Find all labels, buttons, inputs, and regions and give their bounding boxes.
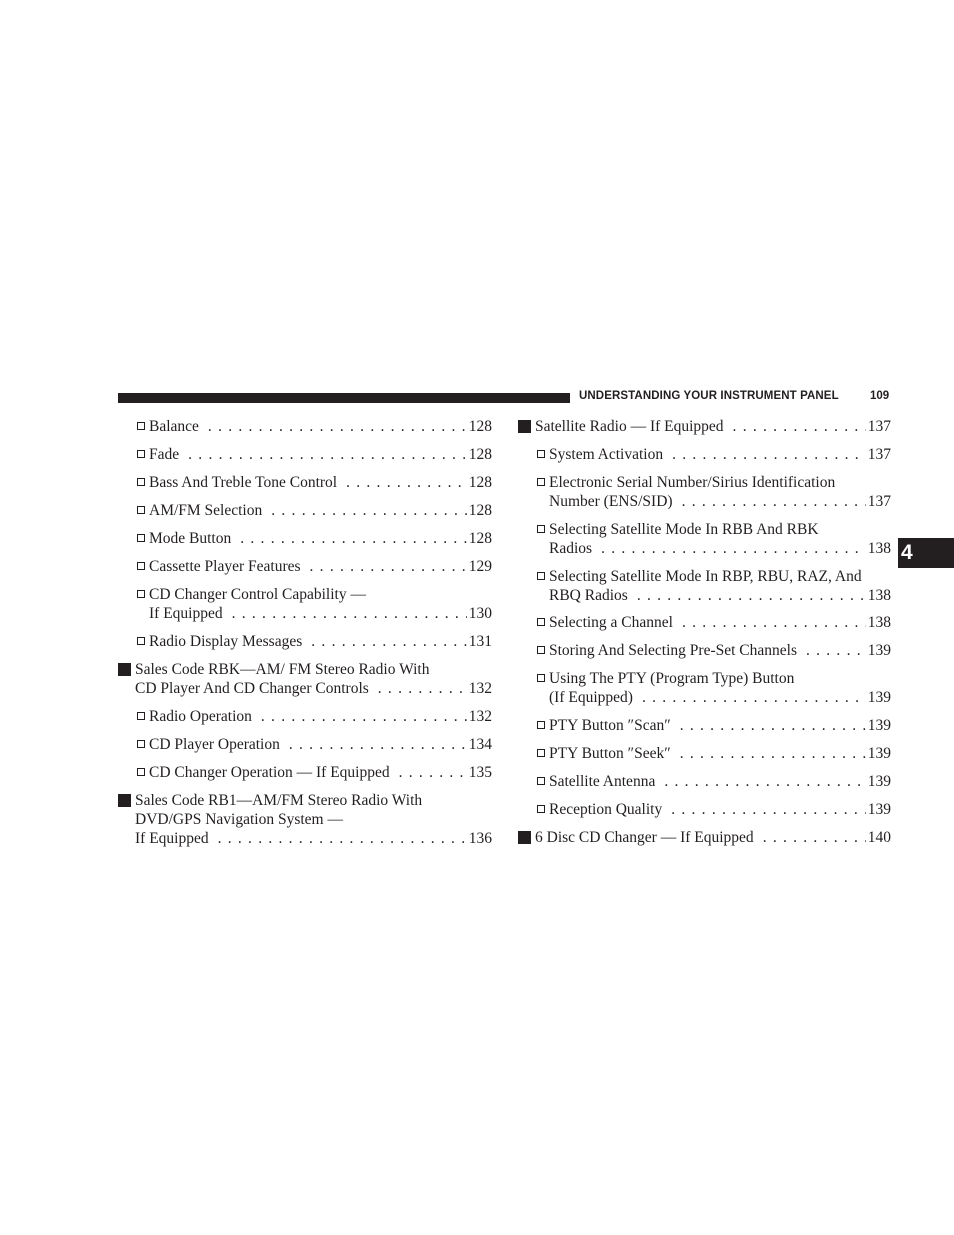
subsection-box-icon [537,805,545,813]
toc-page-number: 134 [468,736,492,753]
toc-entry-text: Sales Code RBK—AM/ FM Stereo Radio With [135,661,430,678]
toc-page-number: 137 [867,493,891,510]
subsection-box-icon [137,478,145,486]
dot-leader [806,641,866,660]
toc-subentry [118,763,492,782]
dot-leader [680,744,866,763]
toc-page-number: 138 [867,614,891,631]
toc-entry-text: Selecting Satellite Mode In RBP, RBU, RAZ, And [549,568,862,585]
dot-leader [680,716,866,735]
toc-subentry [118,707,492,726]
toc-page-number: 128 [468,530,492,547]
toc-entry-text: Number (ENS/SID) [549,493,673,510]
toc-page-number: 139 [867,717,891,734]
toc-entry-text: Radio Operation [149,708,252,725]
subsection-box-icon [137,768,145,776]
toc-entry-text: DVD/GPS Navigation System — [135,811,343,828]
toc-page-number: 140 [867,829,891,846]
toc-subentry [518,567,891,605]
subsection-box-icon [137,740,145,748]
page-number: 109 [870,390,890,402]
toc-entry-text: Selecting a Channel [549,614,673,631]
dot-leader [763,828,866,847]
toc-entry-text: Mode Button [149,530,232,547]
toc-subentry [518,641,891,660]
section-bullet-icon [118,794,131,807]
toc-entry-text: 6 Disc CD Changer — If Equipped [535,829,754,846]
toc-section-entry [518,417,891,436]
section-bullet-icon [518,420,531,433]
toc-page-number: 128 [468,502,492,519]
toc-subentry [118,501,492,520]
toc-section-entry [118,791,492,848]
toc-page-number: 139 [867,689,891,706]
toc-entry-text: If Equipped [135,830,209,847]
toc-entry-text: CD Player Operation [149,736,280,753]
subsection-box-icon [137,450,145,458]
subsection-box-icon [537,525,545,533]
dot-leader [682,613,866,632]
subsection-box-icon [137,590,145,598]
toc-page-number: 131 [468,633,492,650]
toc-entry-text: AM/FM Selection [149,502,263,519]
toc-entry-text: Cassette Player Features [149,558,301,575]
toc-subentry [518,716,891,735]
toc-subentry [118,445,492,464]
subsection-box-icon [537,646,545,654]
running-header-title: UNDERSTANDING YOUR INSTRUMENT PANEL [579,390,839,402]
toc-section-entry [118,660,492,698]
dot-leader [218,829,467,848]
subsection-box-icon [537,674,545,682]
subsection-box-icon [137,506,145,514]
subsection-box-icon [137,562,145,570]
subsection-box-icon [537,450,545,458]
toc-section-entry [518,828,891,847]
subsection-box-icon [137,712,145,720]
header-rule [118,393,570,403]
toc-entry-text: PTY Button ″Scan″ [549,717,671,734]
dot-leader [261,707,467,726]
toc-entry-text: Bass And Treble Tone Control [149,474,338,491]
dot-leader [311,632,466,651]
toc-page-number: 128 [468,418,492,435]
dot-leader [672,445,866,464]
toc-entry-text: Balance [149,418,199,435]
dot-leader [682,492,866,511]
toc-entry-text: Satellite Antenna [549,773,656,790]
subsection-box-icon [137,422,145,430]
subsection-box-icon [537,721,545,729]
toc-entry-text: Radio Display Messages [149,633,303,650]
toc-page-number: 136 [468,830,492,847]
toc-page-number: 130 [468,605,492,622]
toc-entry-text: PTY Button ″Seek″ [549,745,671,762]
toc-subentry [518,520,891,558]
subsection-box-icon [537,777,545,785]
toc-entry-text: Reception Quality [549,801,663,818]
toc-subentry [518,744,891,763]
toc-subentry [118,557,492,576]
dot-leader [671,800,866,819]
dot-leader [188,445,467,464]
toc-subentry [118,585,492,623]
toc-entry-text: Radios [549,540,593,557]
toc-entry-text: Storing And Selecting Pre-Set Channels [549,642,797,659]
toc-page-number: 139 [867,801,891,818]
toc-page-number: 132 [468,708,492,725]
toc-subentry [518,800,891,819]
toc-page-number: 132 [468,680,492,697]
subsection-box-icon [137,637,145,645]
toc-subentry [118,632,492,651]
dot-leader [733,417,866,436]
dot-leader [232,604,467,623]
toc-page-number: 139 [867,642,891,659]
dot-leader [642,688,866,707]
toc-subentry [118,473,492,492]
toc-entry-text: Fade [149,446,180,463]
dot-leader [271,501,467,520]
toc-subentry [518,613,891,632]
toc-page-number: 139 [867,773,891,790]
toc-page-number: 129 [468,558,492,575]
dot-leader [240,529,467,548]
toc-page-number: 128 [468,474,492,491]
chapter-tab: 4 [898,538,954,568]
toc-page-number: 128 [468,446,492,463]
dot-leader [310,557,467,576]
toc-entry-text: Using The PTY (Program Type) Button [549,670,795,687]
toc-subentry [518,445,891,464]
toc-entry-text: Sales Code RB1—AM/FM Stereo Radio With [135,792,423,809]
toc-subentry [518,772,891,791]
toc-entry-text: CD Changer Control Capability — [149,586,366,603]
toc-subentry [118,417,492,436]
toc-page-number: 137 [867,446,891,463]
dot-leader [637,586,866,605]
toc-subentry [118,529,492,548]
toc-entry-text: CD Player And CD Changer Controls [135,680,369,697]
toc-entry-text: RBQ Radios [549,587,628,604]
dot-leader [289,735,467,754]
toc-subentry [518,473,891,511]
dot-leader [664,772,865,791]
toc-entry-text: If Equipped [149,605,223,622]
subsection-box-icon [137,534,145,542]
dot-leader [378,679,467,698]
section-bullet-icon [518,831,531,844]
dot-leader [601,539,866,558]
toc-page-number: 135 [468,764,492,781]
toc-entry-text: Electronic Serial Number/Sirius Identification [549,474,836,491]
toc-page-number: 137 [867,418,891,435]
toc-entry-text: Satellite Radio — If Equipped [535,418,724,435]
toc-page-number: 138 [867,587,891,604]
dot-leader [399,763,467,782]
toc-page-number: 138 [867,540,891,557]
subsection-box-icon [537,572,545,580]
toc-entry-text: System Activation [549,446,664,463]
dot-leader [346,473,467,492]
toc-page-number: 139 [867,745,891,762]
toc-entry-text: (If Equipped) [549,689,633,706]
subsection-box-icon [537,749,545,757]
toc-entry-text: Selecting Satellite Mode In RBB And RBK [549,521,819,538]
toc-subentry [118,735,492,754]
section-bullet-icon [118,663,131,676]
subsection-box-icon [537,618,545,626]
dot-leader [208,417,467,436]
toc-entry-text: CD Changer Operation — If Equipped [149,764,390,781]
subsection-box-icon [537,478,545,486]
toc-subentry [518,669,891,707]
